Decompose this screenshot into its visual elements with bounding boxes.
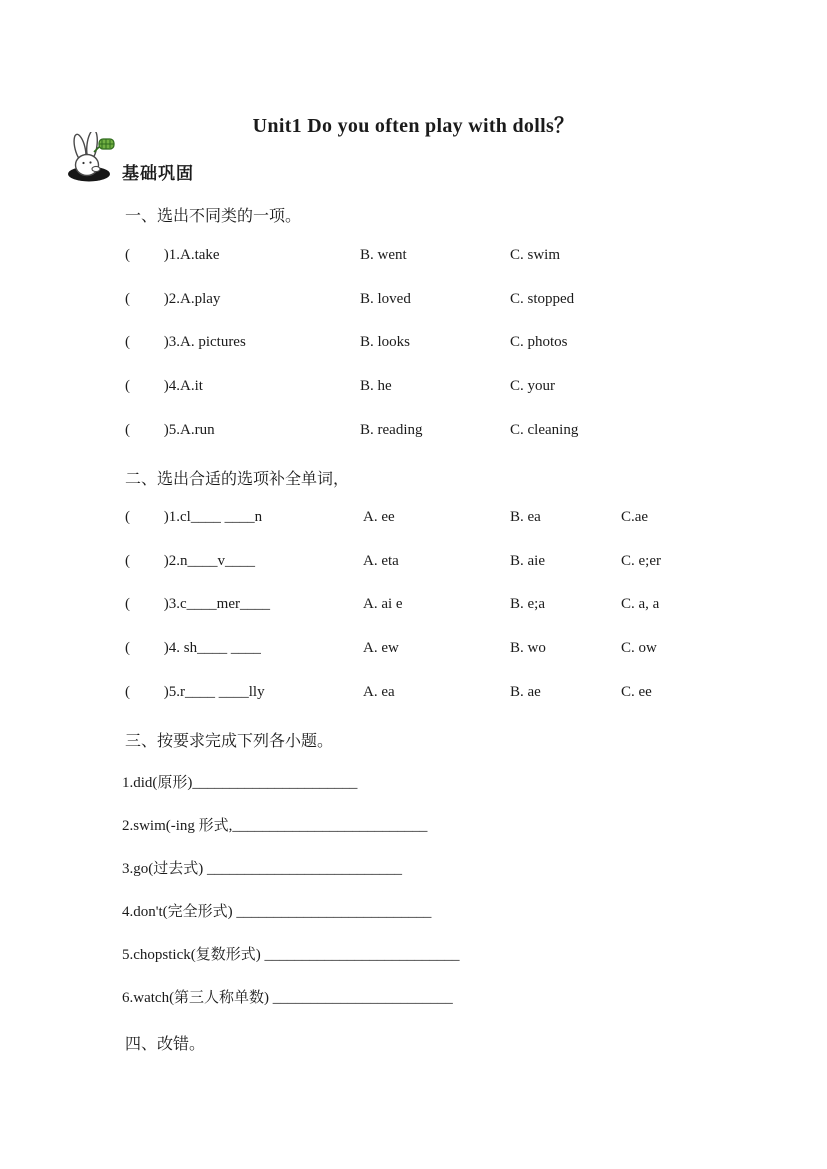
fill-item: 2.swim(-ing 形式,__________________________ bbox=[122, 818, 428, 834]
question-row bbox=[0, 596, 827, 640]
question-stem: ( )5.A.run bbox=[125, 421, 215, 438]
question-row bbox=[0, 334, 827, 378]
option-b: B. he bbox=[360, 378, 392, 395]
option-a: A. ee bbox=[363, 509, 395, 525]
option-c: C. photos bbox=[510, 334, 568, 351]
section3-heading: 三、按要求完成下列各小题。 bbox=[125, 733, 334, 750]
page-title: Unit1 Do you often play with dolls？ bbox=[252, 115, 575, 137]
option-b: B. reading bbox=[360, 421, 423, 438]
option-c: C. a, a bbox=[621, 596, 660, 613]
section4-heading: 四、改错。 bbox=[125, 1036, 206, 1053]
option-c: C. swim bbox=[510, 247, 561, 263]
option-b: B. loved bbox=[360, 290, 411, 307]
question-stem: ( )5.r____ ____lly bbox=[125, 683, 265, 700]
option-c: C. your bbox=[510, 378, 555, 395]
fill-item: 5.chopstick(复数形式) __________________________ bbox=[122, 947, 460, 963]
question-stem: ( )2.A.play bbox=[125, 290, 221, 307]
option-b: B. wo bbox=[510, 640, 546, 657]
question-row bbox=[0, 553, 827, 597]
question-stem: ( )4. sh____ ____ bbox=[125, 640, 261, 657]
option-c: C. stopped bbox=[510, 290, 575, 307]
fill-item: 6.watch(第三人称单数) ________________________ bbox=[122, 990, 453, 1006]
option-c: C.ae bbox=[621, 509, 649, 525]
fill-item: 4.don't(完全形式) __________________________ bbox=[122, 904, 432, 920]
fill-item: 3.go(过去式) __________________________ bbox=[122, 861, 402, 877]
question-row bbox=[0, 291, 827, 335]
option-b: B. aie bbox=[510, 552, 545, 569]
option-c: C. ow bbox=[621, 640, 657, 657]
question-stem: ( )4.A.it bbox=[125, 378, 203, 395]
question-stem: ( )2.n____v____ bbox=[125, 552, 255, 569]
question-row bbox=[0, 422, 827, 466]
option-c: C. cleaning bbox=[510, 421, 579, 438]
option-a: A. ea bbox=[363, 683, 395, 700]
question-stem: ( )1.cl____ ____n bbox=[125, 509, 263, 525]
section3-fill-items bbox=[0, 771, 827, 1029]
question-row bbox=[0, 640, 827, 684]
option-a: A. ai e bbox=[363, 596, 403, 613]
section1-heading: 一、选出不同类的一项。 bbox=[125, 208, 302, 225]
section1-questions bbox=[0, 247, 827, 465]
option-b: B. ea bbox=[510, 509, 541, 525]
option-b: B. e;a bbox=[510, 596, 545, 613]
question-row bbox=[0, 684, 827, 728]
section2-questions bbox=[0, 509, 827, 727]
option-b: B. ae bbox=[510, 683, 541, 700]
option-b: B. looks bbox=[360, 334, 411, 351]
option-c: C. e;er bbox=[621, 552, 661, 569]
question-stem: ( )3.c____mer____ bbox=[125, 596, 270, 613]
section2-heading: 二、选出合适的选项补全单词， bbox=[125, 471, 350, 488]
question-row bbox=[0, 509, 827, 553]
question-stem: ( )1.A.take bbox=[125, 247, 220, 263]
section-badge: 基础巩固 bbox=[122, 164, 194, 183]
option-c: C. ee bbox=[621, 683, 652, 700]
question-row bbox=[0, 247, 827, 291]
fill-item: 1.did(原形)______________________ bbox=[122, 775, 358, 791]
option-a: A. eta bbox=[363, 552, 399, 569]
option-a: A. ew bbox=[363, 640, 399, 657]
rabbit-icon bbox=[64, 132, 120, 184]
option-b: B. went bbox=[360, 247, 407, 263]
question-stem: ( )3.A. pictures bbox=[125, 334, 246, 351]
question-row bbox=[0, 378, 827, 422]
